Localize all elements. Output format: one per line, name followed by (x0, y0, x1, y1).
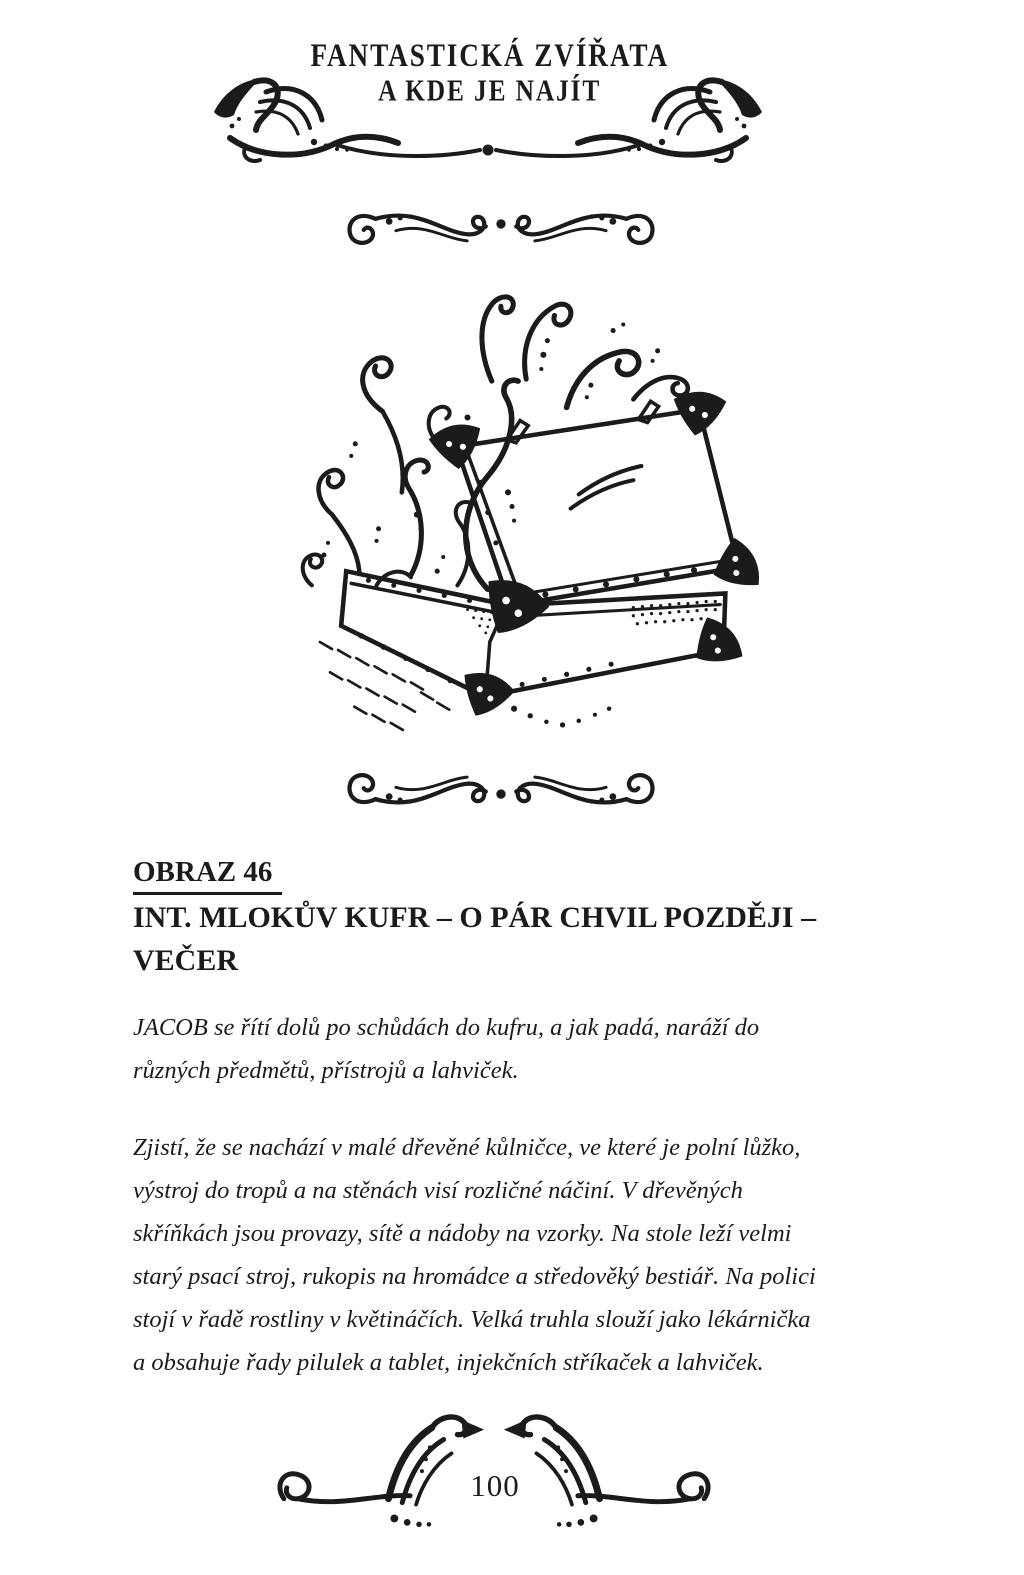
paragraph-2 (133, 1126, 816, 1384)
book-title (0, 37, 980, 108)
scene-slugline-line2: VEČER (133, 944, 239, 977)
paragraph-2-line: skříňkách jsou provazy, sítě a nádoby na vzorky. Na stole leží velmi (133, 1220, 792, 1247)
speckle-band (632, 600, 717, 625)
paragraph-1-line: různých předmětů, přístrojů a lahviček. (133, 1057, 519, 1084)
page-number: 100 (470, 1468, 520, 1503)
scroll-divider-bottom-icon (340, 758, 662, 820)
paragraph-1 (133, 1006, 759, 1092)
paragraph-2-line: výstroj do tropů a na stěnách visí rozličné náčiní. V dřevěných (133, 1177, 743, 1204)
book-title-line2: A KDE JE NAJÍT (378, 73, 602, 108)
paragraph-2-line: stojí v řadě rostliny v květináčích. Velká truhla slouží jako lékárnička (133, 1306, 811, 1333)
paragraph-2-line: Zjistí, že se nachází v malé dřevěné kůlničce, ve které je polní lůžko, (133, 1134, 801, 1161)
ground-dots (497, 698, 611, 728)
book-title-line1: FANTASTICKÁ ZVÍŘATA (310, 37, 670, 74)
scene-slugline-line1: INT. MLOKŮV KUFR – O PÁR CHVIL POZDĚJI – (133, 901, 817, 934)
paragraph-1-line: JACOB se řítí dolů po schůdách do kufru, a jak padá, naráží do (133, 1014, 760, 1041)
paragraph-2-line: starý psací stroj, rukopis na hromádce a středověký bestiář. Na polici (133, 1263, 816, 1290)
scene-number: OBRAZ 46 (133, 856, 282, 895)
scroll-divider-top-icon (340, 198, 662, 260)
paragraph-2-line: a obsahuje řady pilulek a tablet, injekčních stříkaček a lahviček. (133, 1349, 764, 1376)
open-suitcase-illustration (256, 280, 764, 735)
ground-hatching (320, 642, 449, 730)
